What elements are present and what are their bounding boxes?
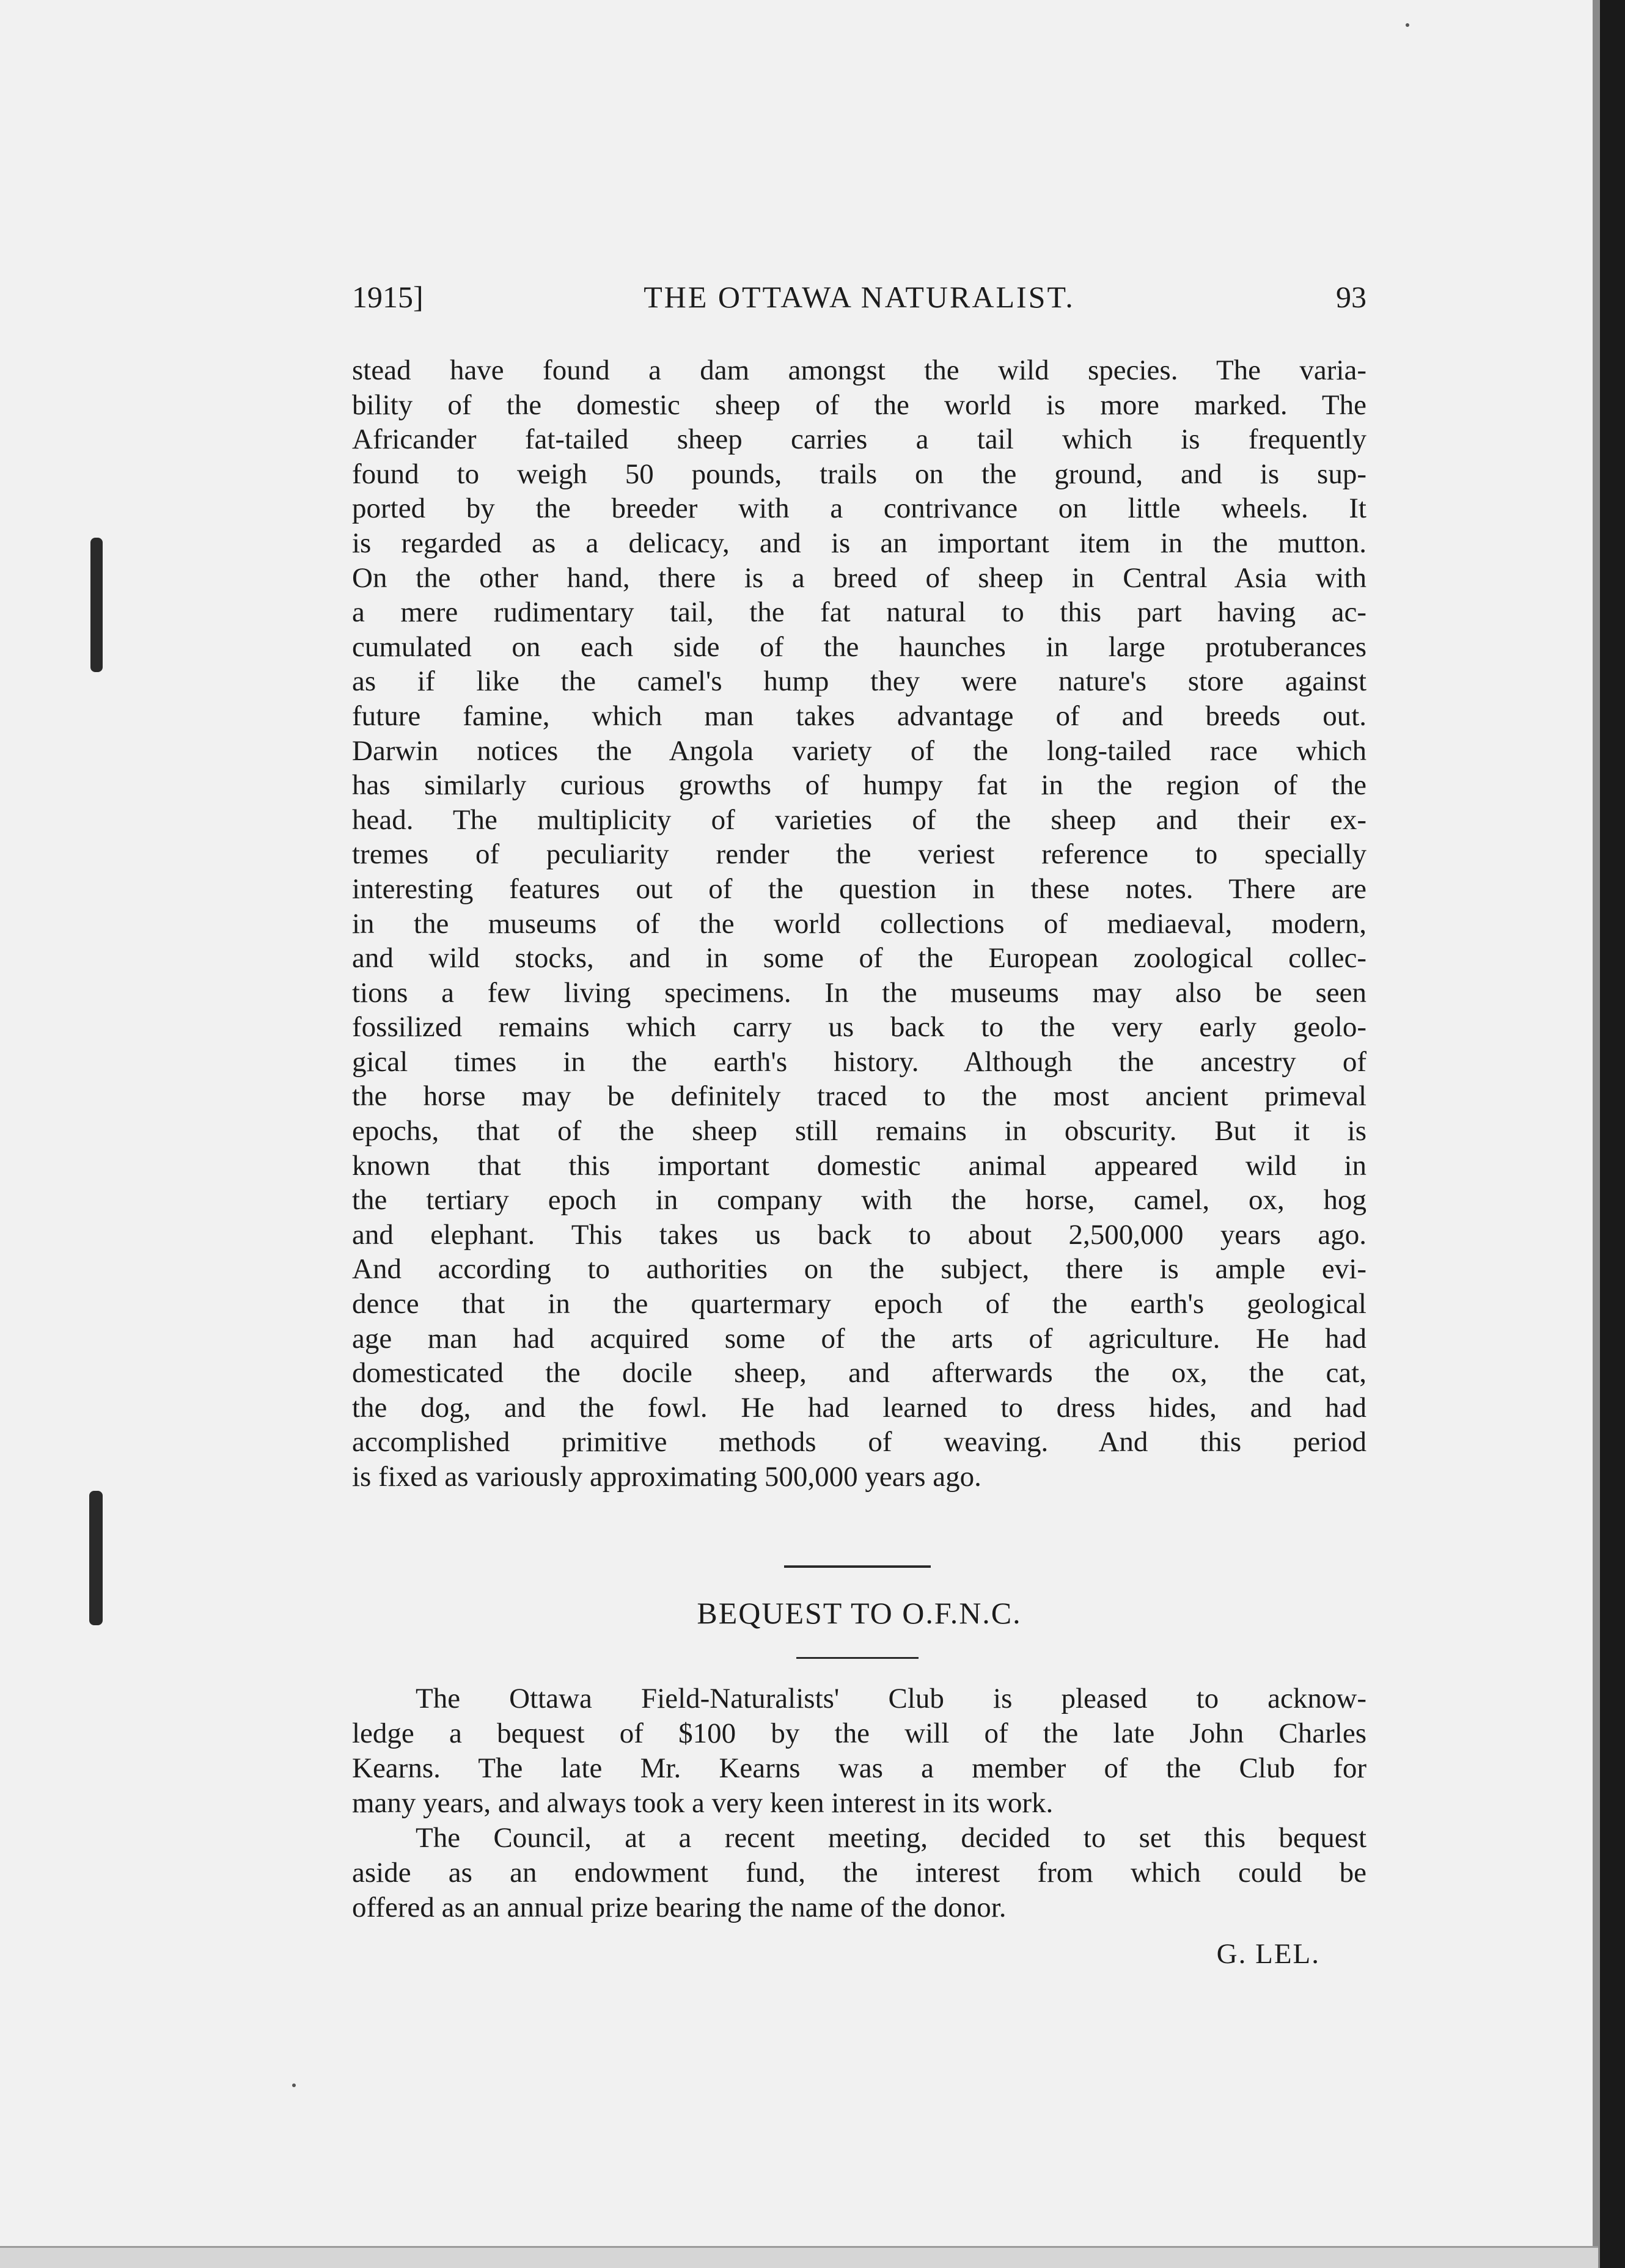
bequest-line: Kearns. The late Mr. Kearns was a member of the Club for xyxy=(352,1752,1366,1784)
scan-edge-bottom xyxy=(0,2246,1598,2268)
article-line: the dog, and the fowl. He had learned to dress hides, and had xyxy=(352,1391,1366,1424)
paper-speck xyxy=(292,2083,296,2087)
header-page-number: 93 xyxy=(1336,280,1366,314)
running-header xyxy=(352,274,1366,320)
article-line: and elephant. This takes us back to about 2,500,000 years ago. xyxy=(352,1218,1366,1251)
article-line: age man had acquired some of the arts of agriculture. He had xyxy=(352,1322,1366,1355)
article-line: the tertiary epoch in company with the horse, camel, ox, hog xyxy=(352,1184,1366,1216)
header-year: 1915] xyxy=(352,280,424,314)
bequest-line: ledge a bequest of $100 by the will of the late John Charles xyxy=(352,1717,1366,1749)
article-line: And according to authorities on the subject, there is ample evi- xyxy=(352,1253,1366,1286)
article-line: in the museums of the world collections of mediaeval, modern, xyxy=(352,907,1366,940)
article-line: bility of the domestic sheep of the world is more marked. The xyxy=(352,389,1366,421)
bequest-notice xyxy=(352,1681,1366,1925)
article-line: is regarded as a delicacy, and is an important item in the mutton. xyxy=(352,527,1366,559)
article-line: fossilized remains which carry us back to the very early geolo- xyxy=(352,1011,1366,1044)
section-heading: BEQUEST TO O.F.N.C. xyxy=(697,1596,1022,1630)
scan-edge-right xyxy=(1598,0,1625,2268)
article-line: the horse may be definitely traced to the most ancient primeval xyxy=(352,1080,1366,1113)
binding-mark-lower xyxy=(89,1491,103,1625)
bequest-line: many years, and always took a very keen interest in its work. xyxy=(352,1787,1054,1819)
article-line: found to weigh 50 pounds, trails on the ground, and is sup- xyxy=(352,458,1366,490)
article-line: known that this important domestic animal appeared wild in xyxy=(352,1149,1366,1182)
article-line: Africander fat-tailed sheep carries a tail which is frequently xyxy=(352,423,1366,456)
paper-speck xyxy=(1406,23,1409,27)
bequest-line: offered as an annual prize bearing the name of the donor. xyxy=(352,1892,1007,1923)
article-line: as if like the camel's hump they were nature's store against xyxy=(352,665,1366,698)
article-body xyxy=(352,353,1366,1494)
bequest-line: The Ottawa Field-Naturalists' Club is pleased to acknow- xyxy=(416,1683,1366,1714)
header-journal-title: THE OTTAWA NATURALIST. xyxy=(644,280,1075,314)
article-line: cumulated on each side of the haunches in large protuberances xyxy=(352,631,1366,663)
article-line: has similarly curious growths of humpy fat in the region of the xyxy=(352,769,1366,802)
article-line: accomplished primitive methods of weaving. And this period xyxy=(352,1426,1366,1458)
article-line: ported by the breeder with a contrivance on little wheels. It xyxy=(352,492,1366,525)
article-line: is fixed as variously approximating 500,000 years ago. xyxy=(352,1461,981,1493)
article-line: stead have found a dam amongst the wild species. The varia- xyxy=(352,354,1366,386)
scan-edge-shadow xyxy=(1593,0,1600,2268)
section-divider-top xyxy=(784,1565,931,1568)
section-divider-bottom xyxy=(796,1657,919,1659)
binding-mark-upper xyxy=(90,538,103,672)
article-line: tremes of peculiarity render the veriest reference to specially xyxy=(352,838,1366,871)
author-signature: G. LEL. xyxy=(1216,1938,1320,1970)
article-line: and wild stocks, and in some of the European zoological collec- xyxy=(352,942,1366,975)
article-line: a mere rudimentary tail, the fat natural to this part having ac- xyxy=(352,596,1366,629)
article-line: dence that in the quartermary epoch of the earth's geological xyxy=(352,1288,1366,1320)
bequest-line: The Council, at a recent meeting, decided to set this bequest xyxy=(416,1822,1366,1854)
article-line: tions a few living specimens. In the museums may also be seen xyxy=(352,976,1366,1009)
article-line: Darwin notices the Angola variety of the long-tailed race which xyxy=(352,734,1366,767)
article-line: epochs, that of the sheep still remains in obscurity. But it is xyxy=(352,1115,1366,1147)
article-line: interesting features out of the question in these notes. There are xyxy=(352,872,1366,905)
article-line: future famine, which man takes advantage of and breeds out. xyxy=(352,700,1366,732)
article-line: gical times in the earth's history. Although the ancestry of xyxy=(352,1045,1366,1078)
article-line: head. The multiplicity of varieties of the sheep and their ex- xyxy=(352,803,1366,836)
bequest-line: aside as an endowment fund, the interest from which could be xyxy=(352,1857,1366,1889)
article-line: domesticated the docile sheep, and afterwards the ox, the cat, xyxy=(352,1357,1366,1389)
article-line: On the other hand, there is a breed of sheep in Central Asia with xyxy=(352,562,1366,594)
